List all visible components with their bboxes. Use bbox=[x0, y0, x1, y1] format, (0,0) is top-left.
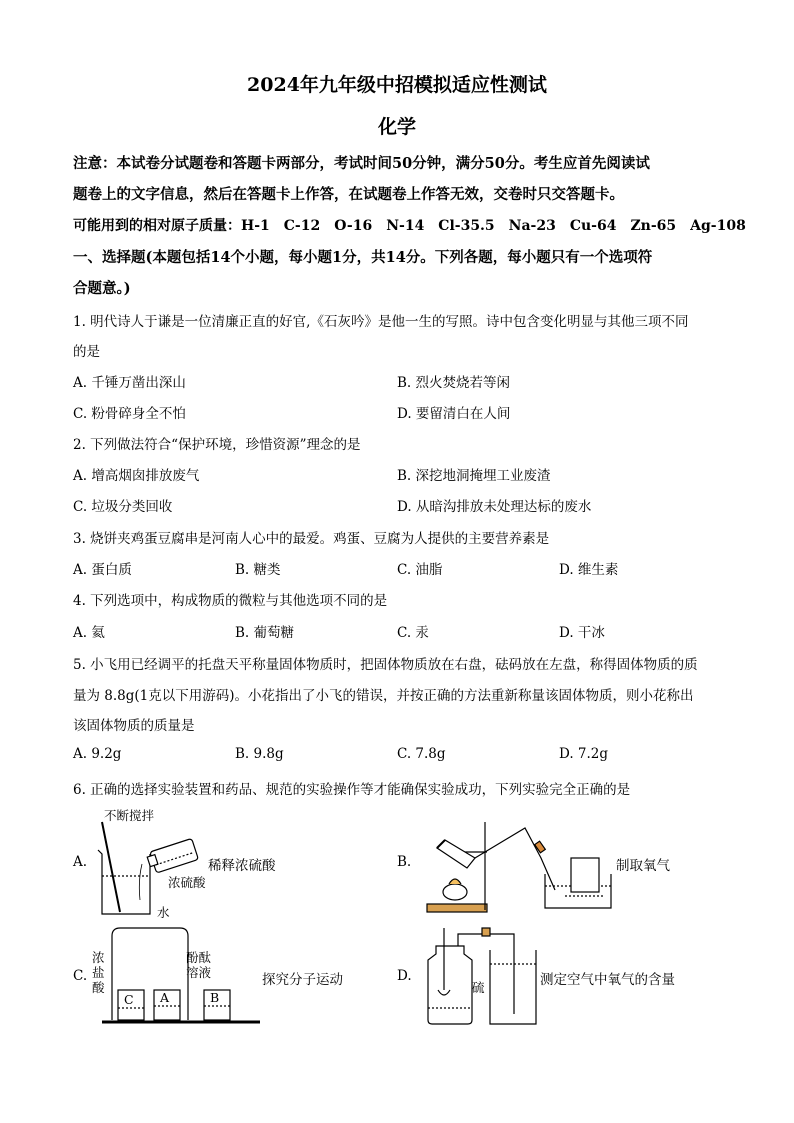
notice-line-1: 注意：本试卷分试题卷和答题卡两部分，考试时间50分钟，满分50分。考生应首先阅读试 bbox=[73, 155, 650, 172]
oxygen-content-figure bbox=[414, 924, 544, 1028]
label-sulfur: 硫 bbox=[472, 980, 485, 995]
q5-option-d: D. 7.2g bbox=[559, 746, 609, 762]
caption-make-oxygen: 制取氧气 bbox=[616, 858, 670, 874]
label-water: 水 bbox=[157, 905, 170, 920]
section-header-line-2: 合题意。) bbox=[73, 280, 131, 297]
q4-option-d: D. 干冰 bbox=[559, 625, 605, 641]
q2-option-d: D. 从暗沟排放未处理达标的废水 bbox=[397, 499, 592, 515]
q1-option-a: A. 千锤万凿出深山 bbox=[73, 375, 186, 391]
q6-option-d: D. bbox=[397, 968, 412, 984]
q5-option-c: C. 7.8g bbox=[397, 746, 446, 762]
label-hcl-3: 酸 bbox=[92, 980, 105, 995]
q3-stem: 3. 烧饼夹鸡蛋豆腐串是河南人心中的最爱。鸡蛋、豆腐为人提供的主要营养素是 bbox=[73, 531, 550, 547]
caption-molecular-motion: 探究分子运动 bbox=[262, 972, 343, 988]
q5-stem-line-3: 该固体物质的质量是 bbox=[73, 718, 195, 734]
q3-option-a: A. 蛋白质 bbox=[73, 562, 132, 578]
q6-option-a: A. bbox=[73, 854, 88, 870]
q3-option-c: C. 油脂 bbox=[397, 562, 443, 578]
q2-option-c: C. 垃圾分类回收 bbox=[73, 499, 173, 515]
q6-stem: 6. 正确的选择实验装置和药品、规范的实验操作等才能确保实验成功，下列实验完全正确的是 bbox=[73, 782, 631, 798]
q2-option-a: A. 增高烟囱排放废气 bbox=[73, 468, 200, 484]
oxygen-apparatus-figure bbox=[415, 818, 615, 918]
q4-option-a: A. 氦 bbox=[73, 625, 105, 641]
caption-oxygen-content: 测定空气中氧气的含量 bbox=[540, 972, 675, 988]
page-title: 2024年九年级中招模拟适应性测试 bbox=[247, 74, 547, 96]
label-hcl-2: 盐 bbox=[92, 965, 105, 980]
q5-option-a: A. 9.2g bbox=[73, 746, 122, 762]
q4-option-b: B. 葡萄糖 bbox=[235, 625, 295, 641]
beaker-label-c: C bbox=[124, 992, 134, 1007]
label-phenol-2: 溶液 bbox=[186, 965, 212, 980]
molecular-motion-figure bbox=[100, 926, 265, 1026]
notice-line-2: 题卷上的文字信息，然后在答题卡上作答，在试题卷上作答无效，交卷时只交答题卡。 bbox=[73, 186, 624, 203]
q2-stem: 2. 下列做法符合“保护环境，珍惜资源”理念的是 bbox=[73, 437, 361, 453]
q3-option-d: D. 维生素 bbox=[559, 562, 619, 578]
q4-option-c: C. 汞 bbox=[397, 625, 429, 641]
q4-stem: 4. 下列选项中，构成物质的微粒与其他选项不同的是 bbox=[73, 593, 388, 609]
label-hcl-1: 浓 bbox=[92, 950, 105, 965]
q2-option-b: B. 深挖地洞掩埋工业废渣 bbox=[397, 468, 551, 484]
q1-option-b: B. 烈火焚烧若等闲 bbox=[397, 375, 511, 391]
label-stir: 不断搅拌 bbox=[104, 808, 155, 823]
q1-option-c: C. 粉骨碎身全不怕 bbox=[73, 406, 186, 422]
label-phenol-1: 酚酞 bbox=[186, 950, 212, 965]
q6-option-c: C. bbox=[73, 968, 88, 984]
q6-option-b: B. bbox=[397, 854, 412, 870]
q1-stem-line-1: 1. 明代诗人于谦是一位清廉正直的好官,《石灰吟》是他一生的写照。诗中包含变化明显与其他三项不同 bbox=[73, 314, 689, 330]
atomic-masses: 可能用到的相对原子质量：H-1 C-12 O-16 N-14 Cl-35.5 Na-23 Cu-64 Zn-65 Ag-108 bbox=[73, 218, 746, 234]
caption-dilute-acid: 稀释浓硫酸 bbox=[208, 858, 276, 874]
dilution-apparatus-figure bbox=[90, 820, 210, 920]
q3-option-b: B. 糖类 bbox=[235, 562, 281, 578]
section-header-line-1: 一、选择题(本题包括14个小题，每小题1分，共14分。下列各题，每小题只有一个选项符 bbox=[73, 249, 653, 266]
q5-stem-line-2: 量为 8.8g(1克以下用游码)。小花指出了小飞的错误，并按正确的方法重新称量该固体物质，则小花称出 bbox=[73, 688, 694, 704]
subject-title: 化学 bbox=[377, 116, 416, 138]
q1-stem-line-2: 的是 bbox=[73, 344, 100, 360]
beaker-label-a: A bbox=[160, 990, 170, 1005]
q1-option-d: D. 要留清白在人间 bbox=[397, 406, 511, 422]
beaker-label-b: B bbox=[210, 990, 220, 1005]
q5-stem-line-1: 5. 小飞用已经调平的托盘天平称量固体物质时，把固体物质放在右盘，砝码放在左盘，称得固体物质的质 bbox=[73, 657, 698, 673]
q5-option-b: B. 9.8g bbox=[235, 746, 284, 762]
label-conc-sulfuric-acid: 浓硫酸 bbox=[168, 875, 206, 890]
